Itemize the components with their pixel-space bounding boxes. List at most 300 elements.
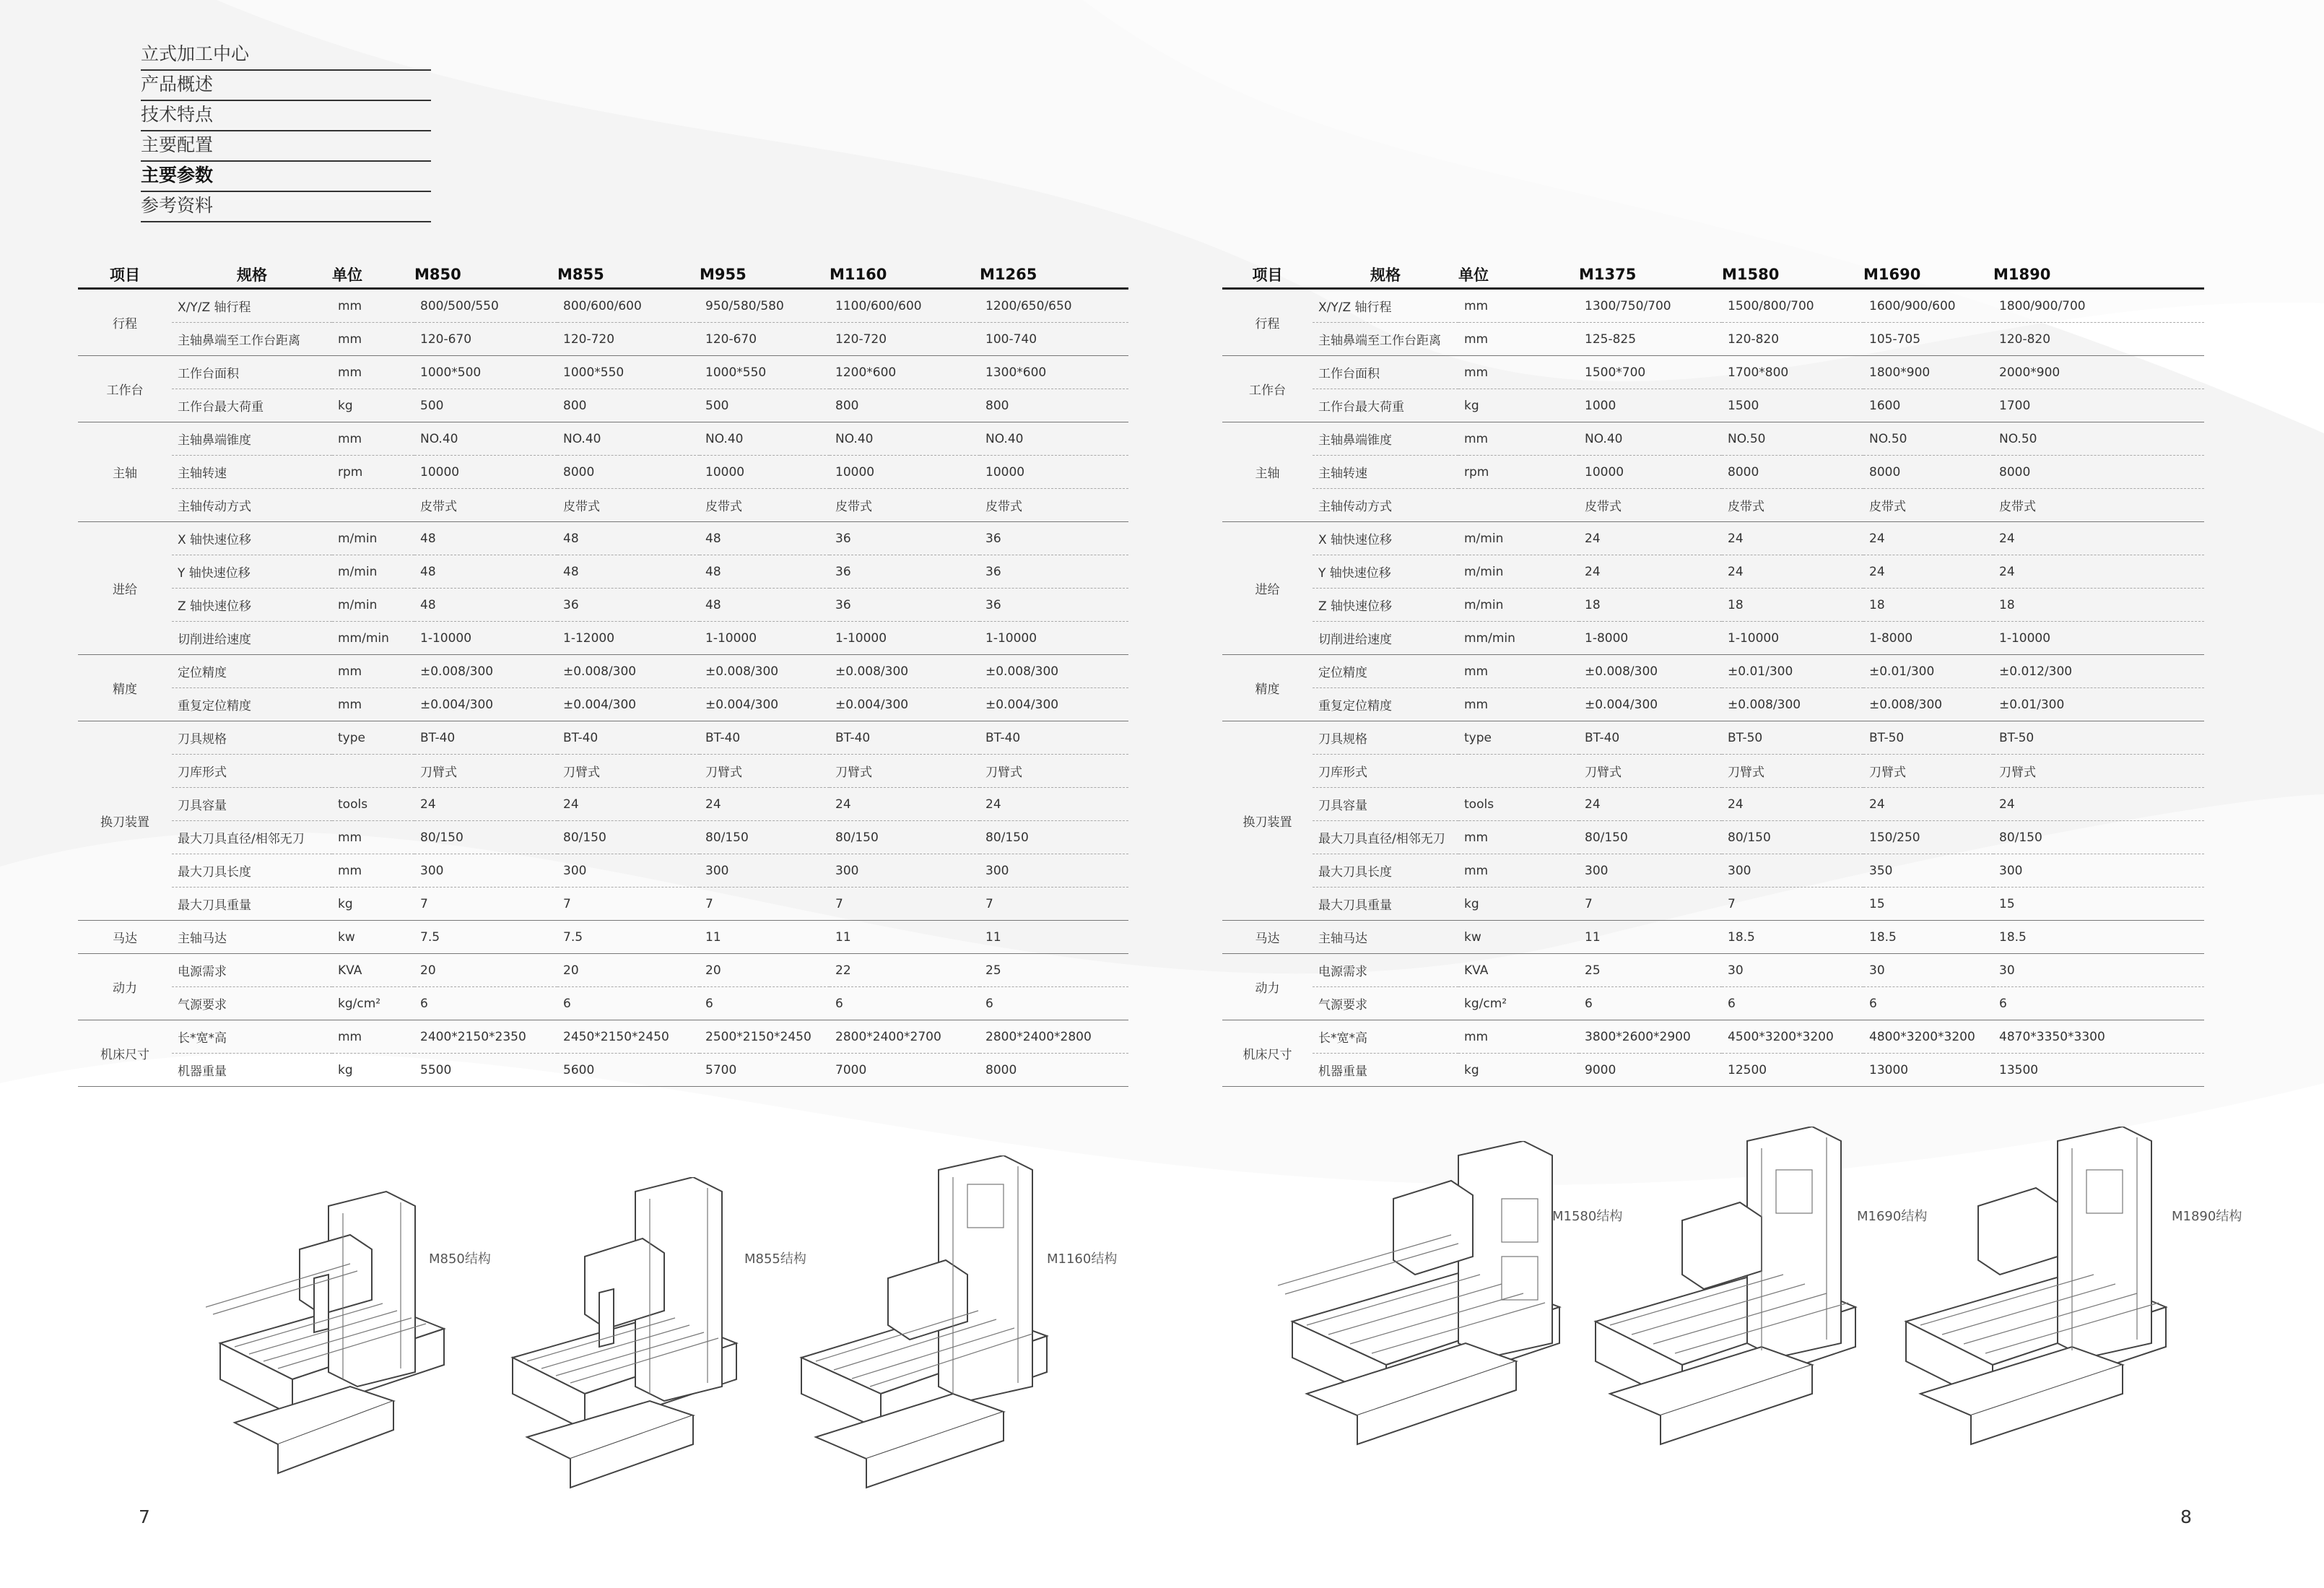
nav-item[interactable]: 参考资料 [141,192,431,222]
figure-label-m1890: M1890结构 [2172,1209,2242,1224]
param-cell: 重复定位精度 [1313,688,1458,721]
value-cell: 15 [1993,888,2204,921]
table-row [78,1020,1128,1054]
category-cell: 动力 [78,954,172,1020]
table-row [78,755,1128,788]
unit-cell: mm [332,323,414,356]
value-cell: 22 [830,954,980,987]
value-cell: 24 [1863,788,1993,821]
header-model: M1580 [1722,261,1863,289]
value-cell: 刀臂式 [1579,755,1722,788]
param-cell: 工作台面积 [1313,356,1458,389]
value-cell: 1500*700 [1579,356,1722,389]
value-cell: 7 [414,888,557,921]
param-cell: 最大刀具重量 [172,888,332,921]
table-row [78,622,1128,655]
value-cell: 36 [980,589,1128,622]
unit-cell: kg [332,1054,414,1087]
value-cell: 80/150 [1579,821,1722,854]
value-cell: 125-825 [1579,323,1722,356]
value-cell: 1-10000 [980,622,1128,655]
value-cell: 80/150 [1993,821,2204,854]
table-row [1222,522,2204,555]
param-cell: 刀具容量 [1313,788,1458,821]
value-cell: 7000 [830,1054,980,1087]
header-category: 项目 [78,261,172,289]
category-cell: 精度 [78,655,172,721]
table-row [1222,289,2204,323]
table-row [78,954,1128,987]
unit-cell: kg [332,888,414,921]
value-cell: BT-40 [980,721,1128,755]
param-cell: 主轴转速 [1313,456,1458,489]
unit-cell: kg [1458,1054,1579,1087]
value-cell: 刀臂式 [414,755,557,788]
table-row [1222,1020,2204,1054]
table-row [1222,788,2204,821]
value-cell: NO.40 [557,422,700,456]
value-cell: 2800*2400*2700 [830,1020,980,1054]
value-cell: 800/600/600 [557,289,700,323]
unit-cell: mm/min [1458,622,1579,655]
value-cell: 10000 [830,456,980,489]
value-cell: 1000 [1579,389,1722,422]
value-cell: 120-670 [700,323,830,356]
value-cell: 48 [414,522,557,555]
unit-cell: kw [332,921,414,954]
value-cell: 24 [700,788,830,821]
unit-cell: mm [1458,356,1579,389]
value-cell: 皮带式 [1993,489,2204,522]
value-cell: 1700 [1993,389,2204,422]
value-cell: 24 [980,788,1128,821]
value-cell: 300 [700,854,830,888]
value-cell: 24 [830,788,980,821]
value-cell: 刀臂式 [980,755,1128,788]
value-cell: BT-40 [557,721,700,755]
table-row [78,821,1128,854]
unit-cell: m/min [1458,555,1579,589]
param-cell: 主轴鼻端锥度 [172,422,332,456]
value-cell: ±0.008/300 [830,655,980,688]
value-cell: ±0.004/300 [700,688,830,721]
value-cell: 300 [830,854,980,888]
table-row [78,854,1128,888]
value-cell: 4500*3200*3200 [1722,1020,1863,1054]
table-row [78,422,1128,456]
param-cell: X 轴快速位移 [1313,522,1458,555]
header-model: M855 [557,261,700,289]
nav-item[interactable]: 立式加工中心 [141,40,431,71]
value-cell: 8000 [1722,456,1863,489]
value-cell: NO.40 [830,422,980,456]
header-model: M1375 [1579,261,1722,289]
value-cell: 800 [980,389,1128,422]
value-cell: 2800*2400*2800 [980,1020,1128,1054]
value-cell: 1-10000 [1993,622,2204,655]
unit-cell: rpm [1458,456,1579,489]
value-cell: 30 [1863,954,1993,987]
unit-cell: type [1458,721,1579,755]
value-cell: 24 [1722,555,1863,589]
table-row [78,987,1128,1020]
machine-drawing-m1580 [1278,1141,1567,1459]
unit-cell: mm [332,655,414,688]
value-cell: 80/150 [414,821,557,854]
value-cell: 36 [557,589,700,622]
unit-cell: mm [332,422,414,456]
category-cell: 换刀装置 [1222,721,1313,921]
nav-item[interactable]: 主要配置 [141,131,431,162]
param-cell: 最大刀具直径/相邻无刀 [172,821,332,854]
param-cell: 工作台最大荷重 [1313,389,1458,422]
unit-cell: mm [1458,821,1579,854]
value-cell: 8000 [1863,456,1993,489]
table-row [1222,389,2204,422]
param-cell: 主轴传动方式 [172,489,332,522]
value-cell: 5600 [557,1054,700,1087]
value-cell: 12500 [1722,1054,1863,1087]
table-row [1222,422,2204,456]
param-cell: 电源需求 [172,954,332,987]
machine-drawing-m850 [206,1184,458,1502]
unit-cell: mm [332,356,414,389]
value-cell: ±0.008/300 [980,655,1128,688]
value-cell: 1000*550 [557,356,700,389]
table-row [1222,655,2204,688]
header-param: 规格 [172,261,332,289]
table-row [1222,589,2204,622]
param-cell: 主轴马达 [1313,921,1458,954]
unit-cell: mm [1458,289,1579,323]
value-cell: 18.5 [1722,921,1863,954]
value-cell: 20 [557,954,700,987]
value-cell: BT-50 [1863,721,1993,755]
unit-cell: mm [332,1020,414,1054]
unit-cell: m/min [332,589,414,622]
unit-cell: KVA [1458,954,1579,987]
nav-item[interactable]: 技术特点 [141,101,431,131]
value-cell: 24 [1993,555,2204,589]
value-cell: 7 [557,888,700,921]
param-cell: 气源要求 [1313,987,1458,1020]
value-cell: 80/150 [700,821,830,854]
category-cell: 机床尺寸 [78,1020,172,1087]
category-cell: 进给 [1222,522,1313,655]
table-row [78,655,1128,688]
table-row [78,589,1128,622]
category-cell: 主轴 [1222,422,1313,522]
nav-item[interactable]: 主要参数 [141,162,431,192]
value-cell: BT-40 [700,721,830,755]
param-cell: 主轴鼻端至工作台距离 [172,323,332,356]
category-cell: 行程 [78,289,172,356]
value-cell: 48 [557,522,700,555]
param-cell: X/Y/Z 轴行程 [172,289,332,323]
value-cell: 80/150 [557,821,700,854]
unit-cell: mm [1458,1020,1579,1054]
value-cell: 30 [1722,954,1863,987]
value-cell: 1-10000 [700,622,830,655]
unit-cell: tools [332,788,414,821]
table-row [1222,555,2204,589]
table-row [1222,854,2204,888]
header-param: 规格 [1313,261,1458,289]
value-cell: ±0.01/300 [1722,655,1863,688]
param-cell: 长*宽*高 [172,1020,332,1054]
header-model: M955 [700,261,830,289]
param-cell: 机器重量 [1313,1054,1458,1087]
value-cell: 6 [1863,987,1993,1020]
unit-cell: kg [1458,888,1579,921]
value-cell: 刀臂式 [1863,755,1993,788]
value-cell: NO.40 [980,422,1128,456]
value-cell: 1000*550 [700,356,830,389]
value-cell: 36 [830,555,980,589]
value-cell: 48 [700,555,830,589]
table-row [1222,987,2204,1020]
unit-cell: mm [1458,655,1579,688]
unit-cell: tools [1458,788,1579,821]
value-cell: ±0.01/300 [1993,688,2204,721]
param-cell: 气源要求 [172,987,332,1020]
table-row [78,289,1128,323]
param-cell: 电源需求 [1313,954,1458,987]
unit-cell: mm [1458,688,1579,721]
value-cell: BT-40 [1579,721,1722,755]
value-cell: 6 [700,987,830,1020]
param-cell: 刀库形式 [172,755,332,788]
nav-item[interactable]: 产品概述 [141,71,431,101]
param-cell: 刀具规格 [1313,721,1458,755]
value-cell: 10000 [414,456,557,489]
value-cell: 24 [1993,788,2204,821]
value-cell: NO.40 [1579,422,1722,456]
value-cell: 2400*2150*2350 [414,1020,557,1054]
value-cell: 1500 [1722,389,1863,422]
value-cell: 11 [700,921,830,954]
value-cell: 80/150 [1722,821,1863,854]
value-cell: 24 [1579,555,1722,589]
figure-label-m1160: M1160结构 [1047,1251,1118,1267]
param-cell: 重复定位精度 [172,688,332,721]
value-cell: 950/580/580 [700,289,830,323]
value-cell: 300 [1579,854,1722,888]
value-cell: 1800*900 [1863,356,1993,389]
header-model: M1890 [1993,261,2204,289]
value-cell: 1300/750/700 [1579,289,1722,323]
figure-label-m1580: M1580结构 [1552,1209,1623,1224]
value-cell: 800 [830,389,980,422]
value-cell: 11 [980,921,1128,954]
value-cell: BT-50 [1993,721,2204,755]
value-cell: 350 [1863,854,1993,888]
unit-cell: m/min [332,555,414,589]
value-cell: 8000 [1993,456,2204,489]
param-cell: 定位精度 [172,655,332,688]
value-cell: 10000 [1579,456,1722,489]
value-cell: 24 [557,788,700,821]
header-unit: 单位 [1458,261,1579,289]
value-cell: 100-740 [980,323,1128,356]
param-cell: 切削进给速度 [1313,622,1458,655]
unit-cell: mm/min [332,622,414,655]
param-cell: 主轴马达 [172,921,332,954]
value-cell: ±0.012/300 [1993,655,2204,688]
value-cell: 4870*3350*3300 [1993,1020,2204,1054]
value-cell: 500 [700,389,830,422]
value-cell: NO.40 [414,422,557,456]
value-cell: 6 [557,987,700,1020]
value-cell: NO.50 [1863,422,1993,456]
unit-cell: mm [332,289,414,323]
page-number-right: 8 [2180,1506,2192,1527]
value-cell: 7 [830,888,980,921]
machine-drawing-m855 [505,1177,744,1495]
table-row [1222,954,2204,987]
param-cell: 最大刀具长度 [1313,854,1458,888]
value-cell: 18.5 [1993,921,2204,954]
unit-cell: m/min [332,522,414,555]
table-row [78,323,1128,356]
value-cell: 1-10000 [414,622,557,655]
category-cell: 工作台 [1222,356,1313,422]
unit-cell: KVA [332,954,414,987]
table-row [78,921,1128,954]
param-cell: 刀库形式 [1313,755,1458,788]
unit-cell: kg/cm² [1458,987,1579,1020]
table-row [78,522,1128,555]
value-cell: BT-40 [414,721,557,755]
value-cell: 25 [1579,954,1722,987]
value-cell: 300 [414,854,557,888]
value-cell: 1-10000 [830,622,980,655]
value-cell: ±0.01/300 [1863,655,1993,688]
table-row [78,456,1128,489]
unit-cell: kg/cm² [332,987,414,1020]
value-cell: 300 [557,854,700,888]
header-model: M850 [414,261,557,289]
table-row [1222,1054,2204,1087]
unit-cell: mm [1458,323,1579,356]
category-cell: 精度 [1222,655,1313,721]
category-cell: 进给 [78,522,172,655]
value-cell: 105-705 [1863,323,1993,356]
unit-cell [332,755,414,788]
value-cell: 10000 [700,456,830,489]
value-cell: 48 [414,555,557,589]
value-cell: 1-8000 [1863,622,1993,655]
table-row [78,489,1128,522]
unit-cell [332,489,414,522]
param-cell: 切削进给速度 [172,622,332,655]
value-cell: 15 [1863,888,1993,921]
param-cell: 主轴转速 [172,456,332,489]
value-cell: 1-10000 [1722,622,1863,655]
param-cell: 刀具容量 [172,788,332,821]
category-cell: 机床尺寸 [1222,1020,1313,1087]
value-cell: 13000 [1863,1054,1993,1087]
value-cell: 1800/900/700 [1993,289,2204,323]
value-cell: 1300*600 [980,356,1128,389]
value-cell: 3800*2600*2900 [1579,1020,1722,1054]
value-cell: 36 [830,522,980,555]
value-cell: ±0.008/300 [1722,688,1863,721]
value-cell: ±0.008/300 [414,655,557,688]
param-cell: 工作台面积 [172,356,332,389]
table-row [1222,888,2204,921]
table-row [78,788,1128,821]
category-cell: 马达 [1222,921,1313,954]
value-cell: 刀臂式 [557,755,700,788]
value-cell: 7 [1579,888,1722,921]
value-cell: 11 [830,921,980,954]
value-cell: 6 [414,987,557,1020]
table-row [1222,755,2204,788]
figure-label-m855: M855结构 [744,1251,806,1267]
value-cell: 800 [557,389,700,422]
table-row [1222,821,2204,854]
value-cell: 1-12000 [557,622,700,655]
value-cell: 1600/900/600 [1863,289,1993,323]
value-cell: 6 [830,987,980,1020]
value-cell: 24 [1863,555,1993,589]
value-cell: 500 [414,389,557,422]
value-cell: 7 [700,888,830,921]
value-cell: 刀臂式 [1993,755,2204,788]
value-cell: 6 [1993,987,2204,1020]
value-cell: 2500*2150*2450 [700,1020,830,1054]
param-cell: 最大刀具重量 [1313,888,1458,921]
value-cell: 1600 [1863,389,1993,422]
value-cell: 18 [1863,589,1993,622]
value-cell: NO.50 [1722,422,1863,456]
header-model: M1160 [830,261,980,289]
param-cell: X 轴快速位移 [172,522,332,555]
figure-label-m850: M850结构 [429,1251,491,1267]
value-cell: 24 [414,788,557,821]
value-cell: 24 [1579,788,1722,821]
value-cell: 皮带式 [1722,489,1863,522]
param-cell: 最大刀具长度 [172,854,332,888]
param-cell: Y 轴快速位移 [172,555,332,589]
value-cell: 1100/600/600 [830,289,980,323]
table-row [78,688,1128,721]
param-cell: 长*宽*高 [1313,1020,1458,1054]
unit-cell: mm [332,688,414,721]
value-cell: 13500 [1993,1054,2204,1087]
value-cell: 1200/650/650 [980,289,1128,323]
header-category: 项目 [1222,261,1313,289]
param-cell: 刀具规格 [172,721,332,755]
value-cell: 120-670 [414,323,557,356]
category-cell: 马达 [78,921,172,954]
machine-drawing-m1690 [1588,1127,1863,1459]
table-row [78,1054,1128,1087]
value-cell: 皮带式 [1863,489,1993,522]
value-cell: 36 [980,555,1128,589]
table-row [1222,688,2204,721]
value-cell: 18 [1579,589,1722,622]
unit-cell: kg [1458,389,1579,422]
value-cell: ±0.004/300 [414,688,557,721]
value-cell: NO.40 [700,422,830,456]
spec-table-left [78,261,1128,1087]
value-cell: 24 [1863,522,1993,555]
value-cell: 30 [1993,954,2204,987]
value-cell: 80/150 [830,821,980,854]
value-cell: 18.5 [1863,921,1993,954]
